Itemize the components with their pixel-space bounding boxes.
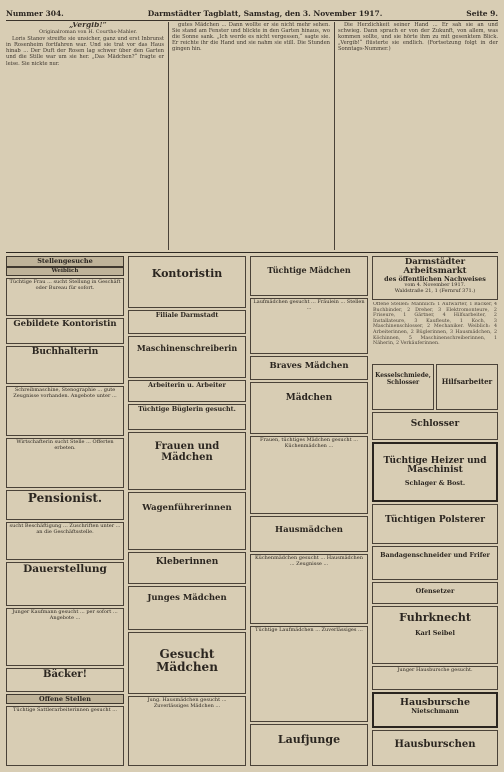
ad-misc-c3: Küchenmädchen gesucht ... Hausmädchen ... Zeugnisse ... (250, 554, 368, 624)
ad-misc-c4: Tüchtige Laufmädchen ... Zuverlässiges ... (250, 626, 368, 722)
story-title: „Vergib!“ (68, 22, 107, 29)
ad-misc-b: Jung. Hausmädchen gesucht ... Zuverlässiges Mädchen ... (128, 696, 246, 766)
column-divider (168, 22, 169, 250)
ad-filiale: Filiale Darmstadt (128, 310, 246, 334)
ad-polsterer: Tüchtigen Polsterer (372, 504, 498, 544)
arbeitsmarkt-text: Offene Stellen: Männlich: 1 Aufwärter, 1 Bäcker, 4 Buchbinder, 2 Dreher, 3 Elektromonteure, 2 Friseure, 1 Gärtner, 4 Hilfsarbeiter, 2 Installateure, 3 Kaufleute, 1 Koch, 3 Maschinenschlosser, 2 Mechaniker. Weiblich: 4 Arbeiterinnen, 2 Büglerinnen, 3 Hausmädchen, 2 Köchinnen, 5 Maschinenschreiberinnen, 1 Näherin, 2 Verkäuferinnen. (373, 302, 497, 347)
ad-laufjunge: Laufjunge (250, 724, 368, 766)
ad-kesselschmiede: Kesselschmiede, Schlosser (372, 364, 434, 410)
ad-kontoristin: Kontoristin (128, 256, 246, 308)
ad-maedchen: Mädchen (250, 382, 368, 434)
story-column-3 (338, 22, 498, 250)
offene-stellen-header: Offene Stellen (6, 694, 124, 704)
ad-junges-maedchen: Junges Mädchen (128, 586, 246, 630)
ad-bandagen: Bandagenschneider und Frifer (372, 546, 498, 580)
story-column-2 (172, 22, 330, 250)
ad-pensionist-text: sucht Beschäftigung ... Zuschriften unter ... an die Geschäftsstelle. (6, 522, 124, 560)
ad-dauerstellung-text: Junger Kaufmann gesucht ... per sofort ... Angebote ... (6, 608, 124, 666)
ad-buchhalterin: Buchhalterin (6, 346, 124, 384)
story-text-1: Loris Stanov streifte sie unsicher, ganz und erst Inbrunst in Rosenheim fortfahren war. Und sie trat vor das Haus hinab ... Der Duft der Rosen lag schwer über den Garten und die Stille war um sie her. „Das Mädchen?“ fragte er leise. Sie nickte nur. (6, 36, 164, 67)
ad-dauerstellung: Dauerstellung (6, 562, 124, 606)
ad-misc-c2: Frauen, tüchtiges Mädchen gesucht ... Küchenmädchen ... (250, 436, 368, 514)
stellengesuche-header: Stellengesuche (6, 256, 124, 267)
ad-text-block: Schreibmaschine, Stenographie ... gute Zeugnisse vorhanden. Angebote unter ... (6, 386, 124, 436)
ad-offene-stellen: Tüchtige Sattlerarbeiterinnen gesucht ... (6, 706, 124, 766)
issue-number: Nummer 304. (6, 8, 64, 18)
section-rule (6, 252, 498, 253)
ad-hausbursche-final: Hausburschen (372, 730, 498, 766)
ad-gesucht-maedchen: Gesucht Mädchen (128, 632, 246, 694)
ad-heizer: Tüchtige Heizer und Maschinist Schlager & Bost. (372, 442, 498, 502)
newspaper-title: Darmstädter Tagblatt, Samstag, den 3. November 1917. (147, 8, 383, 18)
ad-wagenfuehrerinnen: Wagenführerinnen (128, 492, 246, 550)
ad-pensionist: Pensionist. (6, 490, 124, 520)
ad-schlosser: Schlosser (372, 412, 498, 440)
ad-braves-maedchen: Braves Mädchen (250, 356, 368, 380)
ad-tuechtige-maedchen: Tüchtige Mädchen (250, 256, 368, 296)
column-divider (334, 22, 335, 250)
ad-maschinenschreiberin: Maschinenschreiberin (128, 336, 246, 378)
ad-text-block-2: Wirtschafterin sucht Stelle ... Offerten erbeten. (6, 438, 124, 488)
ad-hausmaedchen: Hausmädchen (250, 516, 368, 552)
ad-arbeitsmarkt-header: Darmstädter Arbeitsmarkt des öffentlichen Nachweises vom 4. November 1917. Waldstraße 21, 1 (Fernruf 371.) (372, 256, 498, 300)
ad-misc-c1: Laufmädchen gesucht ... Fräulein ... Stellen ... (250, 298, 368, 354)
ad-hausbursche-small: Junger Hausbursche gesucht. (372, 666, 498, 690)
story-subtitle: Originalroman von H. Courths-Mahler. (38, 29, 138, 36)
ad-kleberinnen: Kleberinnen (128, 552, 246, 584)
weiblich-subheader: Weiblich (6, 267, 124, 276)
ad-hilfsarbeiter: Hilfsarbeiter (436, 364, 498, 410)
ad-buglerin: Tüchtige Büglerin gesucht. (128, 404, 246, 430)
ad-arbeiterin: Arbeiterin u. Arbeiter (128, 380, 246, 402)
ad-baecker: Bäcker! (6, 668, 124, 692)
page-header (6, 6, 498, 21)
ad-ehemalige: Tüchtige Frau ... sucht Stellung in Geschäft oder Bureau für sofort. (6, 278, 124, 316)
page-number: Seite 9. (466, 8, 498, 18)
ad-gebildete-kontoristin: Gebildete Kontoristin (6, 318, 124, 344)
ad-ofensetzer: Ofensetzer (372, 582, 498, 604)
ad-frauen-maedchen: Frauen und Mädchen (128, 432, 246, 490)
ad-hausbursche-nietschmann: Hausbursche Nietschmann (372, 692, 498, 728)
story-text-3: Die Herzlichkeit seiner Hand ... Er sah sie an und schwieg. Dann sprach er von der Zukunft, von allem, was kommen sollte, und sie hörte ihm zu mit gesenktem Blick. „Vergib!“ flüsterte sie endlich. (Fortsetzung folgt in der Sonntags-Nummer.) (338, 22, 498, 53)
story-column-1 (6, 22, 164, 250)
ad-fuhrknecht: Fuhrknecht Karl Seibel (372, 606, 498, 664)
story-text-2: gutes Mädchen ... Dann wollte er sie nicht mehr sehen. Sie stand am Fenster und blickte in den Garten hinaus, wo die Sonne sank. „Ich werde es nicht vergessen,“ sagte sie. Er reichte ihr die Hand und sie nahm sie still. Die Stunden gingen hin. (172, 22, 330, 53)
